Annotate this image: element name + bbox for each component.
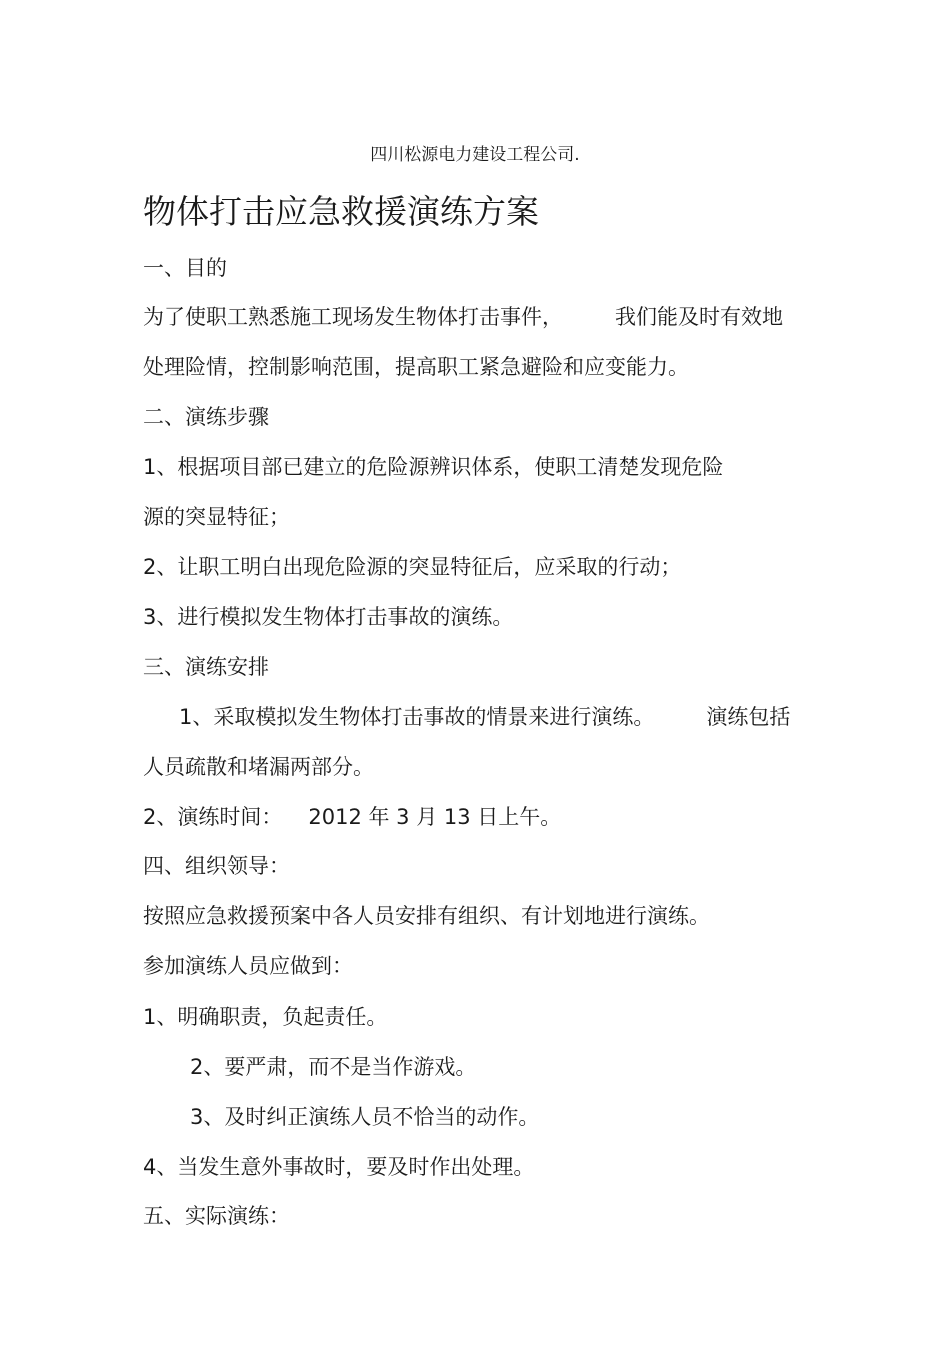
list-item-segment: 演练包括	[706, 705, 791, 729]
list-item-segment: 2、演练时间：	[143, 805, 283, 829]
list-item	[143, 803, 561, 831]
list-item: 1、根据项目部已建立的危险源辨识体系，使职工清楚发现危险	[143, 455, 724, 479]
list-item-segment: 2012 年 3 月 13 日上午。	[308, 805, 562, 829]
section-heading-actual-drill: 五、实际演练：	[143, 1204, 290, 1228]
list-item-continuation: 人员疏散和堵漏两部分。	[143, 755, 374, 779]
list-item: 2、要严肃，而不是当作游戏。	[190, 1055, 477, 1079]
paragraph-line: 处理险情，控制影响范围，提高职工紧急避险和应变能力。	[143, 355, 689, 379]
document-title: 物体打击应急救援演练方案	[143, 192, 539, 231]
section-heading-leadership: 四、组织领导：	[143, 854, 290, 878]
list-item-continuation: 源的突显特征；	[143, 505, 290, 529]
paragraph-segment: 我们能及时有效地	[615, 305, 783, 329]
paragraph-segment: 为了使职工熟悉施工现场发生物体打击事件，	[143, 305, 563, 329]
list-item: 1、明确职责，负起责任。	[143, 1005, 388, 1029]
list-item-segment: 1、采取模拟发生物体打击事故的情景来进行演练。	[179, 705, 655, 729]
list-item: 4、当发生意外事故时，要及时作出处理。	[143, 1155, 535, 1179]
section-heading-purpose: 一、目的	[143, 256, 227, 280]
company-header: 四川松源电力建设工程公司.	[370, 145, 580, 165]
paragraph-line	[143, 303, 783, 331]
section-heading-steps: 二、演练步骤	[143, 405, 269, 429]
list-item: 2、让职工明白出现危险源的突显特征后，应采取的行动；	[143, 555, 682, 579]
paragraph-line: 参加演练人员应做到：	[143, 954, 353, 978]
list-item: 3、进行模拟发生物体打击事故的演练。	[143, 605, 514, 629]
paragraph-line: 按照应急救援预案中各人员安排有组织、有计划地进行演练。	[143, 904, 710, 928]
list-item	[179, 703, 790, 731]
section-heading-arrangement: 三、演练安排	[143, 655, 269, 679]
list-item: 3、及时纠正演练人员不恰当的动作。	[190, 1105, 540, 1129]
